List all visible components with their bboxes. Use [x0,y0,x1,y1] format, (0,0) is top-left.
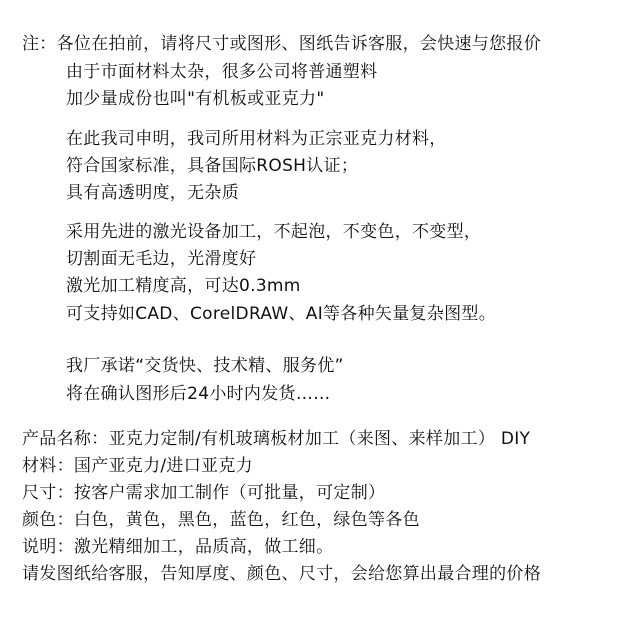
promise-line-1: 我厂承诺“交货快、技术精、服务优” [66,356,344,376]
promise-line-2: 将在确认图形后24小时内发货…… [66,384,331,404]
note-line-2: 由于市面材料太杂，很多公司将普通塑料 [66,62,378,82]
note-line-1: 注：各位在拍前，请将尺寸或图形、图纸告诉客服，会快速与您报价 [22,34,541,54]
process-line-3: 激光加工精度高，可达0.3mm [66,276,301,296]
statement-line-2: 符合国家标准，具备国际ROSH认证； [66,156,359,176]
process-line-2: 切割面无毛边，光滑度好 [66,249,257,269]
material-line: 材料：国产亚克力/进口亚克力 [22,456,253,476]
statement-line-3: 具有高透明度，无杂质 [66,183,239,203]
note-line-3: 加少量成份也叫"有机板或亚克力" [66,89,325,109]
request-line: 请发图纸给客服，告知厚度、颜色、尺寸，会给您算出最合理的价格 [22,564,541,584]
product-name-line: 产品名称：亚克力定制/有机玻璃板材加工（来图、来样加工） DIY [22,429,531,449]
description-line: 说明：激光精细加工，品质高，做工细。 [22,537,334,557]
color-line: 颜色：白色，黄色，黑色，蓝色，红色，绿色等各色 [22,510,420,530]
size-line: 尺寸：按客户需求加工制作（可批量，可定制） [22,483,386,503]
statement-line-1: 在此我司申明，我司所用材料为正宗亚克力材料， [66,129,447,149]
process-line-1: 采用先进的激光设备加工，不起泡，不变色，不变型， [66,222,482,242]
process-line-4: 可支持如CAD、CorelDRAW、AI等各种矢量复杂图型。 [66,304,497,324]
